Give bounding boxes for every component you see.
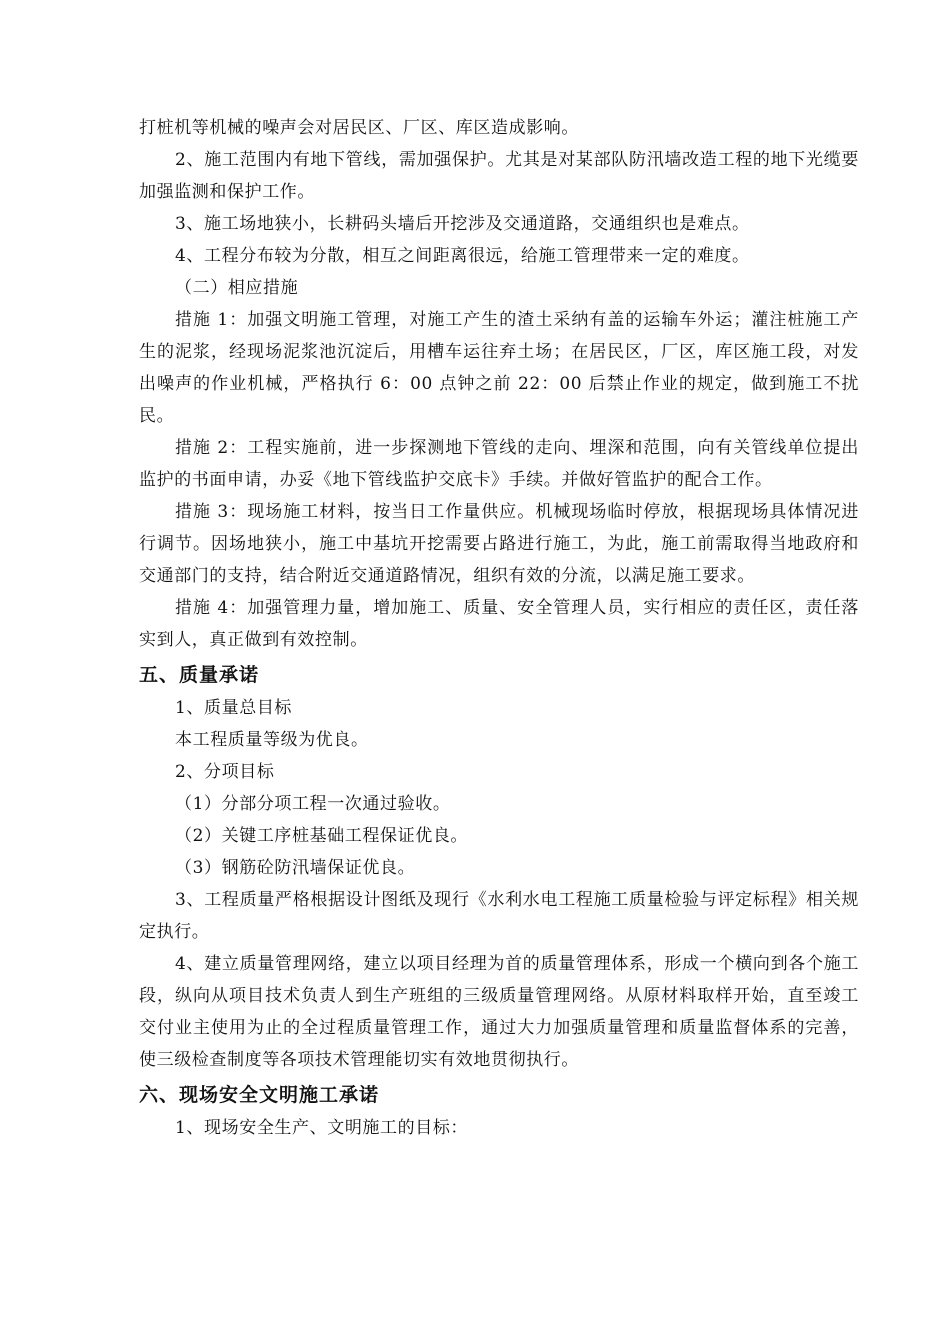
quality-item-sub-1: （1）分部分项工程一次通过验收。 — [175, 794, 451, 814]
section-heading-quality: 五、质量承诺 — [139, 664, 260, 686]
quality-item-grade: 本工程质量等级为优良。 — [175, 730, 369, 750]
quality-item-sub-goals: 2、分项目标 — [175, 762, 275, 782]
paragraph-narrow-site: 3、施工场地狭小，长耕码头墙后开挖涉及交通道路，交通组织也是难点。 — [175, 214, 750, 234]
quality-item-overall-goal: 1、质量总目标 — [175, 698, 293, 718]
paragraph-underground-pipelines: 2、施工范围内有地下管线，需加强保护。尤其是对某部队防汛墙改造工程的地下光缆要加强监测和保护工作。 — [139, 150, 859, 202]
quality-item-network: 4、建立质量管理网络，建立以项目经理为首的质量管理体系，形成一个横向到各个施工段，纵向从项目技术负责人到生产班组的三级质量管理网络。从原材料取样开始，直至竣工交付业主使用为止的全过程质量管理工作，通过大力加强质量管理和质量监督体系的完善，使三级检查制度等各项技术管理能切实有效地贯彻执行。 — [139, 954, 859, 1070]
subheading-measures: （二）相应措施 — [175, 278, 299, 298]
quality-item-sub-2: （2）关键工序桩基础工程保证优良。 — [175, 826, 469, 846]
safety-item-goals: 1、现场安全生产、文明施工的目标： — [175, 1118, 469, 1138]
paragraph-measure-4: 措施 4：加强管理力量，增加施工、质量、安全管理人员，实行相应的责任区，责任落实到人，真正做到有效控制。 — [139, 598, 859, 650]
document-body — [139, 112, 859, 1144]
section-heading-safety: 六、现场安全文明施工承诺 — [139, 1084, 380, 1106]
quality-item-standards: 3、工程质量严格根据设计图纸及现行《水利水电工程施工质量检验与评定标程》相关规定执行。 — [139, 890, 859, 942]
quality-item-sub-3: （3）钢筋砼防汛墙保证优良。 — [175, 858, 416, 878]
paragraph-noise-impact: 打桩机等机械的噪声会对居民区、厂区、库区造成影响。 — [139, 118, 579, 138]
paragraph-measure-2: 措施 2：工程实施前，进一步探测地下管线的走向、埋深和范围，向有关管线单位提出监护的书面申请，办妥《地下管线监护交底卡》手续。并做好管监护的配合工作。 — [139, 438, 859, 490]
paragraph-measure-1: 措施 1：加强文明施工管理，对施工产生的渣土采纳有盖的运输车外运；灌注桩施工产生的泥浆，经现场泥浆池沉淀后，用槽车运往弃土场；在居民区，厂区，库区施工段，对发出噪声的作业机械，严格执行 6：00 点钟之前 22：00 后禁止作业的规定，做到施工不扰民。 — [139, 310, 859, 426]
paragraph-scattered-works: 4、工程分布较为分散，相互之间距离很远，给施工管理带来一定的难度。 — [175, 246, 750, 266]
paragraph-measure-3: 措施 3：现场施工材料，按当日工作量供应。机械现场临时停放，根据现场具体情况进行调节。因场地狭小，施工中基坑开挖需要占路进行施工，为此，施工前需取得当地政府和交通部门的支持，结合附近交通道路情况，组织有效的分流，以满足施工要求。 — [139, 502, 859, 586]
